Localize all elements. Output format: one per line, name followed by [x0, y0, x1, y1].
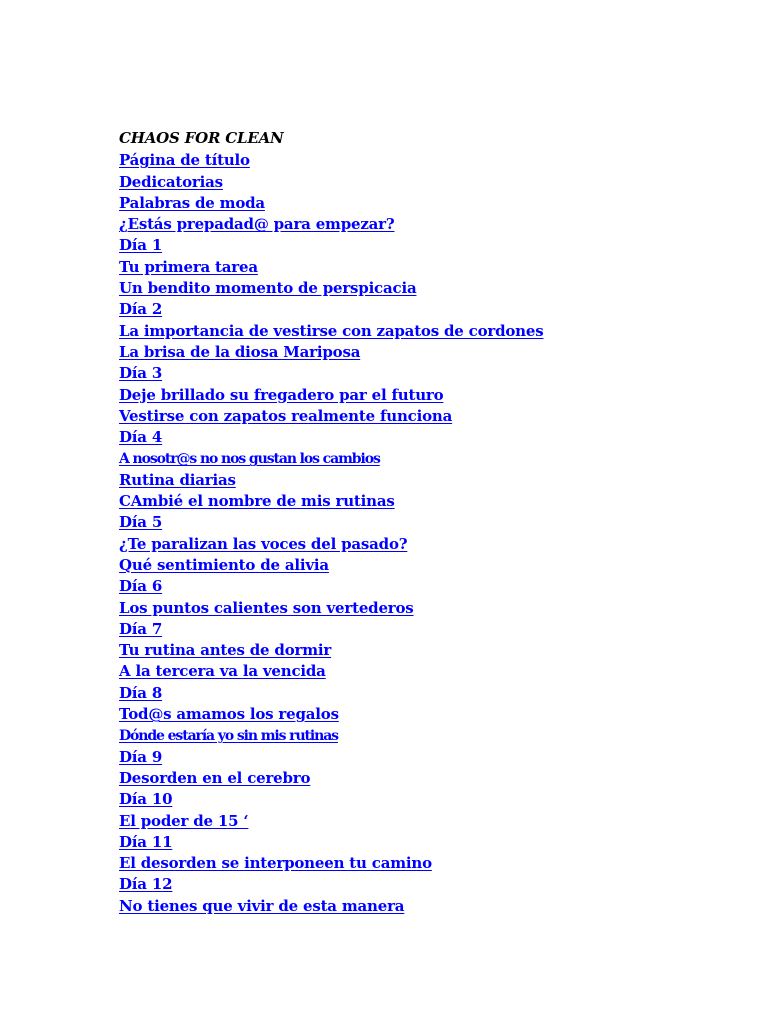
toc-link[interactable]: A la tercera va la vencida	[119, 662, 326, 681]
toc-link[interactable]: Tod@s amamos los regalos	[119, 705, 339, 724]
toc-link[interactable]: Tu rutina antes de dormir	[119, 641, 332, 660]
toc-link[interactable]: Día 3	[119, 364, 163, 383]
toc-link[interactable]: La brisa de la diosa Mariposa	[119, 342, 361, 361]
toc-link[interactable]: Rutina diarias	[119, 470, 236, 489]
toc-link[interactable]: Día 8	[119, 683, 163, 702]
toc-link[interactable]: ¿Te paralizan las voces del pasado?	[119, 534, 408, 553]
toc-link[interactable]: Desorden en el cerebro	[119, 768, 311, 787]
toc-item	[119, 810, 739, 831]
toc-link[interactable]: CAmbié el nombre de mis rutinas	[119, 492, 395, 511]
toc-item	[119, 171, 739, 192]
toc-link[interactable]: Los puntos calientes son vertederos	[119, 598, 414, 617]
toc-link[interactable]: Dedicatorias	[119, 172, 223, 191]
toc-link[interactable]: Día 1	[119, 236, 163, 255]
toc-item	[119, 533, 739, 554]
toc-link[interactable]: ¿Estás prepadad@ para empezar?	[119, 215, 395, 234]
toc-item	[119, 746, 739, 767]
toc-item	[119, 767, 739, 788]
toc-item	[119, 597, 739, 618]
toc-link[interactable]: Día 9	[119, 747, 163, 766]
toc-item	[119, 298, 739, 319]
toc-item	[119, 384, 739, 405]
toc-item	[119, 895, 739, 916]
toc-item	[119, 873, 739, 894]
toc-link[interactable]: Día 12	[119, 875, 173, 894]
toc-link[interactable]: Tu primera tarea	[119, 257, 258, 276]
toc-link[interactable]: El desorden se interponeen tu camino	[119, 854, 432, 873]
toc-item	[119, 490, 739, 511]
toc-item	[119, 405, 739, 426]
toc-item	[119, 703, 739, 724]
toc-link[interactable]: Día 4	[119, 428, 163, 447]
toc-item	[119, 213, 739, 234]
toc-item	[119, 618, 739, 639]
toc-item	[119, 362, 739, 383]
toc-item	[119, 469, 739, 490]
toc-link[interactable]: No tienes que vivir de esta manera	[119, 896, 405, 915]
toc-item	[119, 447, 739, 468]
toc-item	[119, 831, 739, 852]
toc-item	[119, 554, 739, 575]
toc-link[interactable]: El poder de 15 ‘	[119, 811, 249, 830]
toc-item	[119, 149, 739, 170]
toc-link[interactable]: La importancia de vestirse con zapatos de cordones	[119, 321, 544, 340]
toc-link[interactable]: Día 2	[119, 300, 163, 319]
toc-link[interactable]: Página de título	[119, 151, 250, 170]
toc-item	[119, 852, 739, 873]
toc-item	[119, 192, 739, 213]
toc-link[interactable]: Dónde estaría yo sin mis rutinas	[119, 728, 338, 745]
toc-item	[119, 234, 739, 255]
toc-item	[119, 575, 739, 596]
toc-item	[119, 277, 739, 298]
toc-item	[119, 341, 739, 362]
toc-link[interactable]: Día 7	[119, 619, 163, 638]
toc-item	[119, 426, 739, 447]
toc-item	[119, 256, 739, 277]
toc-item	[119, 639, 739, 660]
document-page	[119, 128, 739, 916]
toc-link[interactable]: Día 6	[119, 577, 163, 596]
toc-link[interactable]: Día 5	[119, 513, 163, 532]
toc-link[interactable]: Palabras de moda	[119, 193, 265, 212]
toc-item	[119, 320, 739, 341]
toc-item	[119, 788, 739, 809]
toc-link[interactable]: Día 11	[119, 832, 173, 851]
toc-link[interactable]: Un bendito momento de perspicacia	[119, 279, 417, 298]
toc-link[interactable]: A nosotr@s no nos gustan los cambios	[119, 451, 380, 468]
toc-link[interactable]: Qué sentimiento de alivia	[119, 555, 329, 574]
toc-item	[119, 682, 739, 703]
document-title: CHAOS FOR CLEAN	[119, 129, 284, 147]
table-of-contents	[119, 149, 739, 916]
toc-item	[119, 724, 739, 745]
toc-item	[119, 660, 739, 681]
toc-link[interactable]: Vestirse con zapatos realmente funciona	[119, 406, 453, 425]
toc-item	[119, 511, 739, 532]
toc-link[interactable]: Día 10	[119, 790, 173, 809]
toc-link[interactable]: Deje brillado su fregadero par el futuro	[119, 385, 444, 404]
